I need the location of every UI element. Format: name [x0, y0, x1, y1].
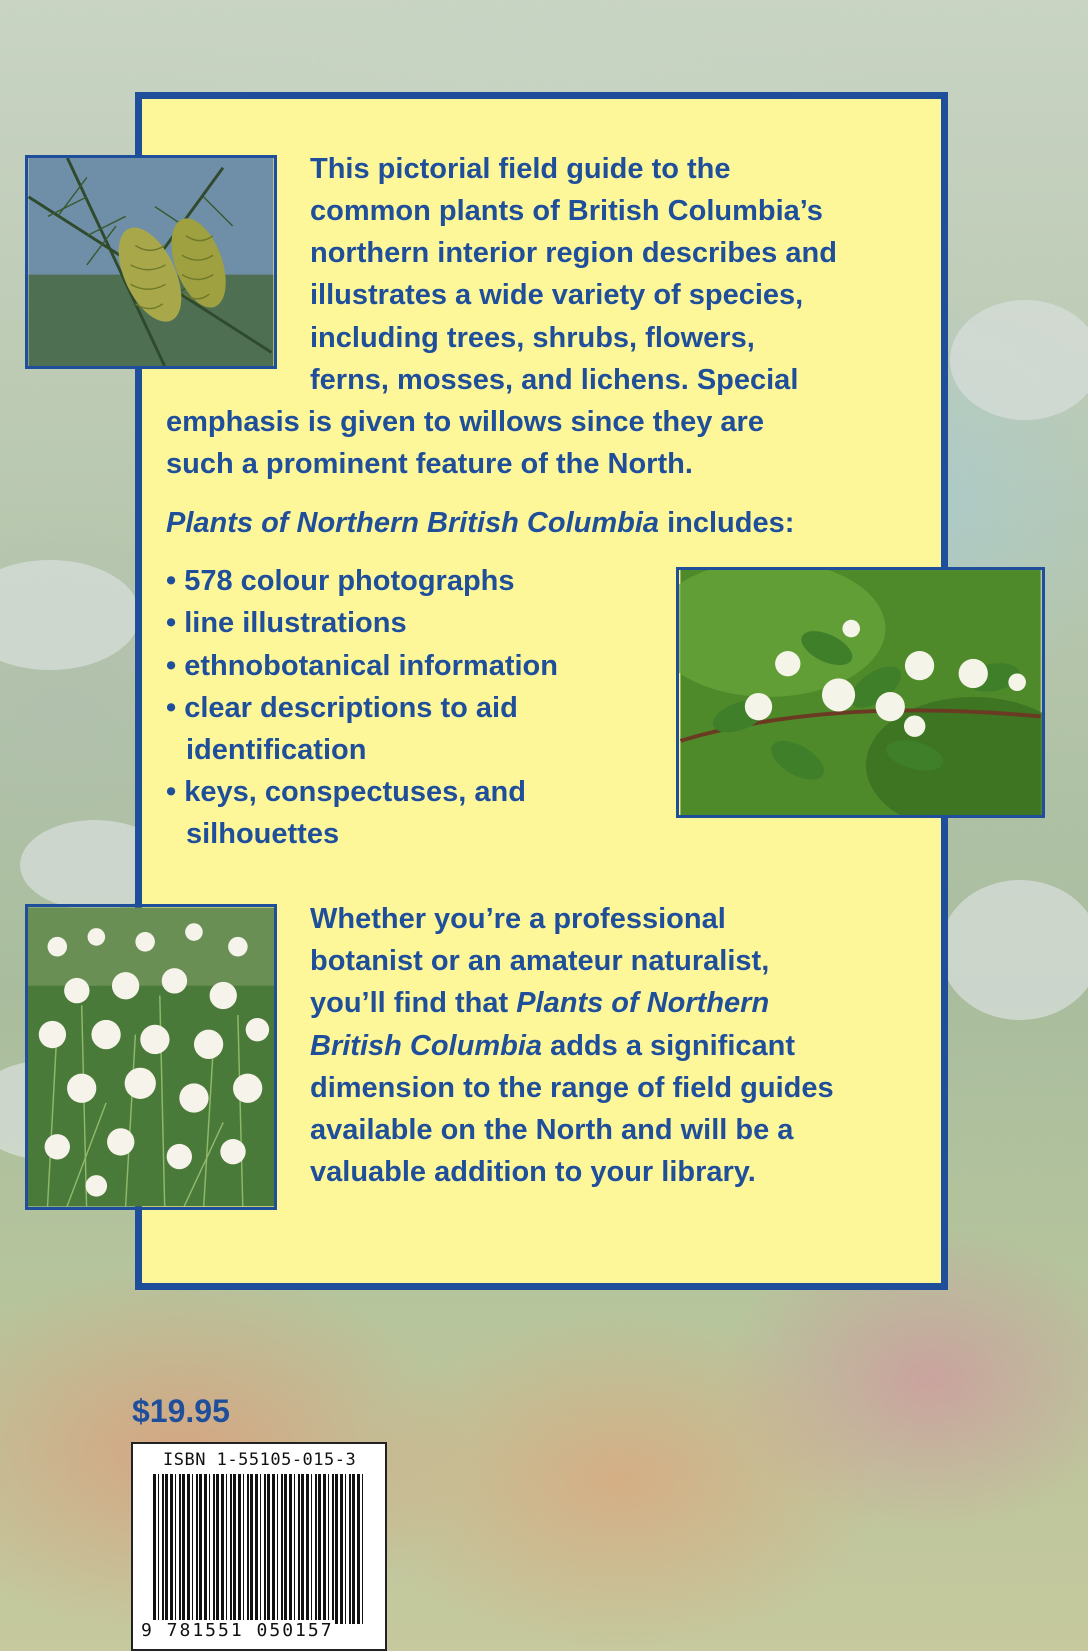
bullet-item-continued: silhouettes: [186, 818, 340, 850]
closing-text: adds a significant: [542, 1030, 796, 1062]
intro-line: such a prominent feature of the North.: [166, 448, 693, 480]
spruce-cones-image: [28, 158, 274, 366]
bullet-item: • 578 colour photographs: [166, 565, 515, 597]
background-rock: [950, 300, 1088, 420]
background-rock: [0, 560, 140, 670]
spruce-cones-photo: [25, 155, 277, 369]
includes-heading: [166, 502, 794, 545]
book-title: Plants of Northern British Columbia: [166, 507, 660, 539]
barcode-bars: [153, 1474, 365, 1624]
bullet-item: • keys, conspectuses, and: [166, 776, 526, 808]
intro-line: illustrates a wide variety of species,: [310, 279, 804, 311]
closing-line: [310, 982, 769, 1025]
bullet-item: • line illustrations: [166, 607, 407, 639]
book-title: Plants of Northern: [516, 987, 770, 1019]
intro-line: northern interior region describes and: [310, 237, 837, 269]
background-rock: [940, 880, 1088, 1020]
intro-line: including trees, shrubs, flowers,: [310, 322, 755, 354]
closing-line: dimension to the range of field guides: [310, 1072, 834, 1104]
closing-line: Whether you’re a professional: [310, 903, 726, 935]
cotton-grass-image: [28, 907, 274, 1207]
intro-line: ferns, mosses, and lichens. Special: [310, 364, 799, 396]
cotton-grass-photo: [25, 904, 277, 1210]
closing-line: [310, 1025, 795, 1068]
isbn-label: ISBN 1-55105-015-3: [163, 1450, 357, 1470]
barcode-number: 9 781551 050157: [141, 1620, 334, 1641]
bullet-item: • ethnobotanical information: [166, 650, 558, 682]
dogwood-flowers-photo: [676, 567, 1045, 818]
intro-line: common plants of British Columbia’s: [310, 195, 823, 227]
price-label: $19.95: [132, 1393, 230, 1429]
closing-line: valuable addition to your library.: [310, 1156, 756, 1188]
intro-line: This pictorial field guide to the: [310, 153, 731, 185]
closing-line: botanist or an amateur naturalist,: [310, 945, 770, 977]
bullet-item: • clear descriptions to aid: [166, 692, 518, 724]
book-title: British Columbia: [310, 1030, 543, 1062]
closing-line: available on the North and will be a: [310, 1114, 794, 1146]
includes-suffix: includes:: [659, 507, 795, 539]
intro-line: emphasis is given to willows since they are: [166, 406, 764, 438]
dogwood-flowers-image: [679, 570, 1042, 815]
closing-text: you’ll find that: [310, 987, 517, 1019]
barcode-box: [131, 1442, 387, 1651]
bullet-item-continued: identification: [186, 734, 367, 766]
